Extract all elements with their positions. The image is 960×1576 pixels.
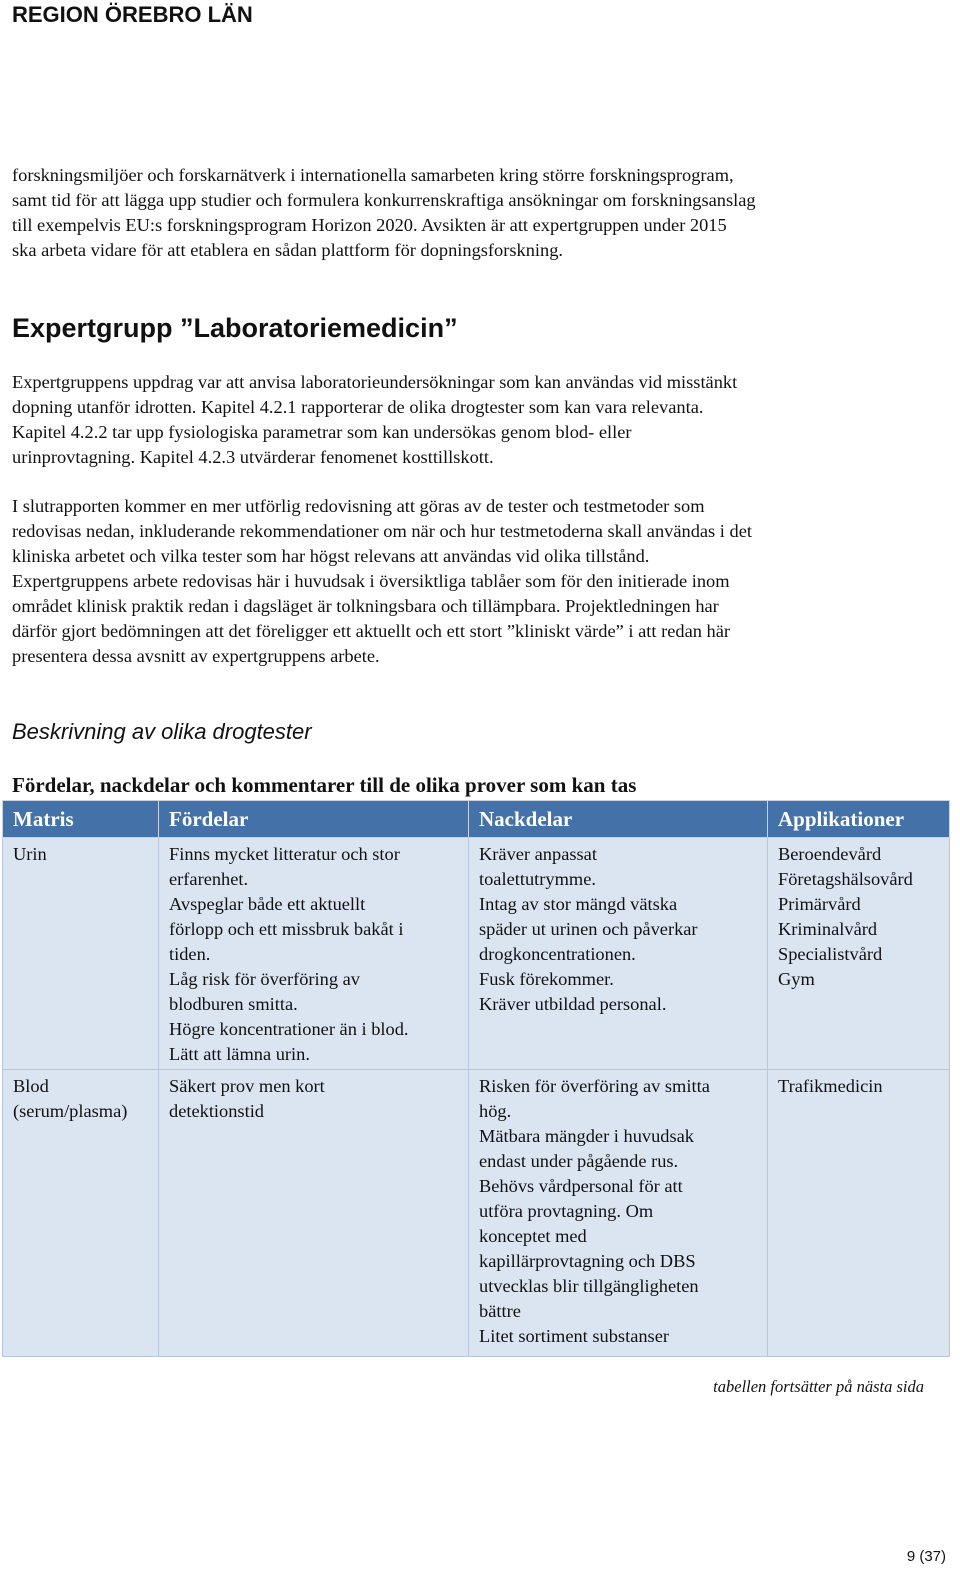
- table-row: [3, 838, 950, 1070]
- table-heading: Fördelar, nackdelar och kommentarer till de olika prover som kan tas: [12, 773, 637, 797]
- text-line: presentera dessa avsnitt av expertgruppens arbete.: [12, 646, 380, 666]
- cell-line: Beroendevård: [778, 844, 882, 864]
- cell-line: Primärvård: [778, 894, 861, 914]
- cell-line: Kriminalvård: [778, 919, 878, 939]
- table-header-row: [3, 801, 950, 838]
- cell-matris: [3, 1070, 159, 1357]
- column-header-applikationer: Applikationer: [768, 801, 950, 838]
- text-line: urinprovtagning. Kapitel 4.2.3 utvärderar fenomenet kosttillskott.: [12, 447, 494, 467]
- text-line: Kapitel 4.2.2 tar upp fysiologiska parametrar som kan undersökas genom blod- eller: [12, 422, 632, 442]
- cell-line: Låg risk för överföring av: [169, 969, 360, 989]
- text-line: redovisas nedan, inkluderande rekommendationer om när och hur testmetoderna skall användas i det: [12, 521, 752, 541]
- cell-line: Fusk förekommer.: [479, 969, 614, 989]
- column-header-matris: Matris: [3, 801, 159, 838]
- cell-line: Kräver utbildad personal.: [479, 994, 667, 1014]
- cell-line: Litet sortiment substanser: [479, 1326, 670, 1346]
- text-line: I slutrapporten kommer en mer utförlig redovisning att göras av de tester och testmetoder som: [12, 496, 705, 516]
- cell-line: blodburen smitta.: [169, 994, 298, 1014]
- text-line: dopning utanför idrotten. Kapitel 4.2.1 rapporterar de olika drogtester som kan vara relevanta.: [12, 397, 704, 417]
- text-line: området klinisk praktik redan i dagsläget är tolkningsbara och tillämpbara. Projektledningen har: [12, 596, 719, 616]
- cell-line: kapillärprovtagning och DBS: [479, 1251, 696, 1271]
- cell-applikationer: [768, 838, 950, 1070]
- cell-nackdelar: [469, 1070, 768, 1357]
- cell-line: detektionstid: [169, 1101, 265, 1121]
- cell-line: tiden.: [169, 944, 211, 964]
- column-header-nackdelar: Nackdelar: [469, 801, 768, 838]
- cell-line: erfarenhet.: [169, 869, 249, 889]
- cell-line: Urin: [13, 844, 47, 864]
- text-line: kliniska arbetet och vilka tester som har högst relevans att användas vid olika tillstånd.: [12, 546, 650, 566]
- cell-line: Avspeglar både ett aktuellt: [169, 894, 366, 914]
- cell-line: Kräver anpassat: [479, 844, 597, 864]
- cell-line: Högre koncentrationer än i blod.: [169, 1019, 409, 1039]
- cell-line: bättre: [479, 1301, 521, 1321]
- cell-line: utföra provtagning. Om: [479, 1201, 654, 1221]
- cell-line: drogkoncentrationen.: [479, 944, 636, 964]
- text-line: till exempelvis EU:s forskningsprogram Horizon 2020. Avsikten är att expertgruppen under 2015: [12, 215, 727, 235]
- cell-line: konceptet med: [479, 1226, 587, 1246]
- cell-line: utvecklas blir tillgängligheten: [479, 1276, 699, 1296]
- cell-line: Intag av stor mängd vätska: [479, 894, 678, 914]
- text-line: ska arbeta vidare för att etablera en sådan plattform för dopningsforskning.: [12, 240, 564, 260]
- text-line: därför gjort bedömningen att det föreligger ett aktuellt och ett stort ”kliniskt värde” i att redan här: [12, 621, 731, 641]
- drug-test-table: [2, 800, 950, 1357]
- cell-line: Gym: [778, 969, 815, 989]
- cell-line: Finns mycket litteratur och stor: [169, 844, 400, 864]
- cell-line: (serum/plasma): [13, 1101, 128, 1121]
- intro-paragraph: [12, 163, 912, 263]
- cell-line: Blod: [13, 1076, 49, 1096]
- text-line: Expertgruppens uppdrag var att anvisa laboratorieundersökningar som kan användas vid misstänkt: [12, 372, 738, 392]
- page-number: 9 (37): [906, 1548, 946, 1565]
- cell-line: endast under pågående rus.: [479, 1151, 679, 1171]
- section-heading: Expertgrupp ”Laboratoriemedicin”: [12, 313, 458, 343]
- cell-line: hög.: [479, 1101, 512, 1121]
- cell-line: Företagshälsovård: [778, 869, 913, 889]
- table-row: [3, 1070, 950, 1357]
- cell-line: Säkert prov men kort: [169, 1076, 325, 1096]
- cell-line: toalettutrymme.: [479, 869, 596, 889]
- report-paragraph: [12, 494, 912, 669]
- text-line: samt tid för att lägga upp studier och formulera konkurrenskraftiga ansökningar om forskningsanslag: [12, 190, 756, 210]
- cell-fordelar: [159, 838, 469, 1070]
- cell-matris: [3, 838, 159, 1070]
- assignment-paragraph: [12, 370, 912, 470]
- cell-applikationer: [768, 1070, 950, 1357]
- table-continuation-note: tabellen fortsätter på nästa sida: [713, 1377, 924, 1396]
- cell-nackdelar: [469, 838, 768, 1070]
- cell-fordelar: [159, 1070, 469, 1357]
- text-line: forskningsmiljöer och forskarnätverk i internationella samarbeten kring större forskningsprogram,: [12, 165, 734, 185]
- cell-line: Mätbara mängder i huvudsak: [479, 1126, 695, 1146]
- cell-line: Trafikmedicin: [778, 1076, 883, 1096]
- cell-line: Lätt att lämna urin.: [169, 1044, 310, 1064]
- subsection-heading: Beskrivning av olika drogtester: [12, 719, 312, 744]
- text-line: Expertgruppens arbete redovisas här i huvudsak i översiktliga tablåer som för den initierade inom: [12, 571, 730, 591]
- cell-line: Risken för överföring av smitta: [479, 1076, 710, 1096]
- organization-header: REGION ÖREBRO LÄN: [12, 2, 253, 27]
- cell-line: förlopp och ett missbruk bakåt i: [169, 919, 404, 939]
- cell-line: Specialistvård: [778, 944, 883, 964]
- cell-line: späder ut urinen och påverkar: [479, 919, 698, 939]
- column-header-fordelar: Fördelar: [159, 801, 469, 838]
- cell-line: Behövs vårdpersonal för att: [479, 1176, 683, 1196]
